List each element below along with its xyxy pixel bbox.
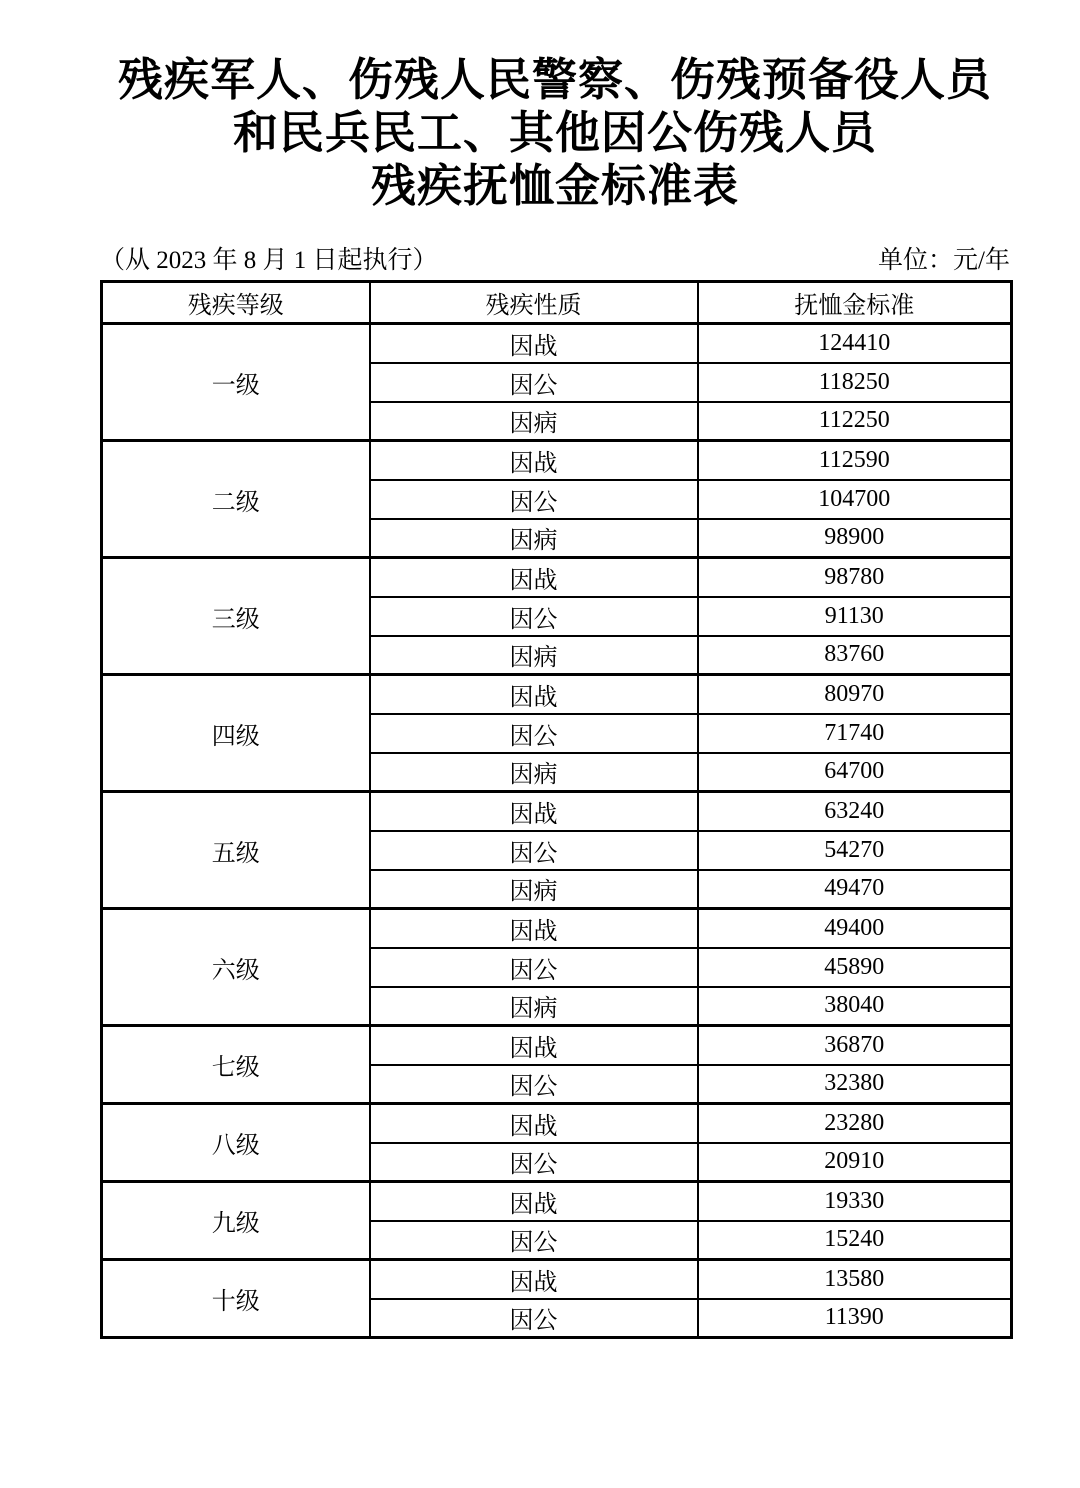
level-cell: 八级 <box>102 1104 370 1182</box>
table-row <box>102 1182 1012 1221</box>
amount-cell: 98900 <box>698 519 1012 558</box>
amount-cell: 13580 <box>698 1260 1012 1299</box>
table-row <box>102 324 1012 363</box>
nature-cell: 因战 <box>370 675 698 714</box>
amount-cell: 11390 <box>698 1299 1012 1338</box>
level-cell: 二级 <box>102 441 370 558</box>
nature-cell: 因公 <box>370 1143 698 1182</box>
header-pension-standard: 抚恤金标准 <box>698 282 1012 324</box>
amount-cell: 104700 <box>698 480 1012 519</box>
nature-cell: 因公 <box>370 480 698 519</box>
pension-table-body <box>102 324 1012 1338</box>
amount-cell: 20910 <box>698 1143 1012 1182</box>
nature-cell: 因战 <box>370 909 698 948</box>
table-row <box>102 909 1012 948</box>
amount-cell: 49400 <box>698 909 1012 948</box>
nature-cell: 因战 <box>370 558 698 597</box>
nature-cell: 因病 <box>370 870 698 909</box>
nature-cell: 因公 <box>370 831 698 870</box>
nature-cell: 因公 <box>370 714 698 753</box>
level-cell: 一级 <box>102 324 370 441</box>
nature-cell: 因战 <box>370 1260 698 1299</box>
amount-cell: 45890 <box>698 948 1012 987</box>
header-row <box>102 282 1012 324</box>
title-line-3: 残疾抚恤金标准表 <box>370 161 739 211</box>
amount-cell: 124410 <box>698 324 1012 363</box>
amount-cell: 112590 <box>698 441 1012 480</box>
header-disability-nature: 残疾性质 <box>370 282 698 324</box>
amount-cell: 32380 <box>698 1065 1012 1104</box>
table-row <box>102 558 1012 597</box>
amount-cell: 38040 <box>698 987 1012 1026</box>
amount-cell: 49470 <box>698 870 1012 909</box>
amount-cell: 91130 <box>698 597 1012 636</box>
nature-cell: 因战 <box>370 1104 698 1143</box>
table-row <box>102 1026 1012 1065</box>
level-cell: 六级 <box>102 909 370 1026</box>
amount-cell: 80970 <box>698 675 1012 714</box>
amount-cell: 112250 <box>698 402 1012 441</box>
pension-standards-table <box>100 280 1013 1339</box>
title-line-1: 残疾军人、伤残人民警察、伤残预备役人员 <box>117 55 992 105</box>
nature-cell: 因战 <box>370 1182 698 1221</box>
nature-cell: 因病 <box>370 402 698 441</box>
level-cell: 三级 <box>102 558 370 675</box>
title-line-2: 和民兵民工、其他因公伤残人员 <box>232 108 877 158</box>
nature-cell: 因公 <box>370 597 698 636</box>
amount-cell: 63240 <box>698 792 1012 831</box>
level-cell: 九级 <box>102 1182 370 1260</box>
table-meta-row <box>100 247 1010 275</box>
amount-cell: 64700 <box>698 753 1012 792</box>
table-row <box>102 792 1012 831</box>
header-disability-level: 残疾等级 <box>102 282 370 324</box>
nature-cell: 因战 <box>370 324 698 363</box>
nature-cell: 因公 <box>370 363 698 402</box>
amount-cell: 83760 <box>698 636 1012 675</box>
nature-cell: 因公 <box>370 948 698 987</box>
nature-cell: 因公 <box>370 1065 698 1104</box>
table-row <box>102 441 1012 480</box>
amount-cell: 71740 <box>698 714 1012 753</box>
nature-cell: 因公 <box>370 1299 698 1338</box>
table-row <box>102 1104 1012 1143</box>
nature-cell: 因病 <box>370 753 698 792</box>
table-header <box>102 282 1012 324</box>
nature-cell: 因病 <box>370 987 698 1026</box>
level-cell: 七级 <box>102 1026 370 1104</box>
nature-cell: 因战 <box>370 792 698 831</box>
amount-cell: 23280 <box>698 1104 1012 1143</box>
table-row <box>102 1260 1012 1299</box>
level-cell: 四级 <box>102 675 370 792</box>
level-cell: 五级 <box>102 792 370 909</box>
nature-cell: 因病 <box>370 519 698 558</box>
amount-cell: 19330 <box>698 1182 1012 1221</box>
nature-cell: 因战 <box>370 441 698 480</box>
nature-cell: 因公 <box>370 1221 698 1260</box>
nature-cell: 因战 <box>370 1026 698 1065</box>
amount-cell: 54270 <box>698 831 1012 870</box>
amount-cell: 15240 <box>698 1221 1012 1260</box>
amount-cell: 98780 <box>698 558 1012 597</box>
document-page <box>100 0 1010 1339</box>
effective-date-note: （从 2023 年 8 月 1 日起执行） <box>100 247 438 274</box>
amount-cell: 118250 <box>698 363 1012 402</box>
unit-label: 单位：元/年 <box>878 247 1010 274</box>
document-title <box>100 54 1010 213</box>
amount-cell: 36870 <box>698 1026 1012 1065</box>
nature-cell: 因病 <box>370 636 698 675</box>
table-row <box>102 675 1012 714</box>
level-cell: 十级 <box>102 1260 370 1338</box>
